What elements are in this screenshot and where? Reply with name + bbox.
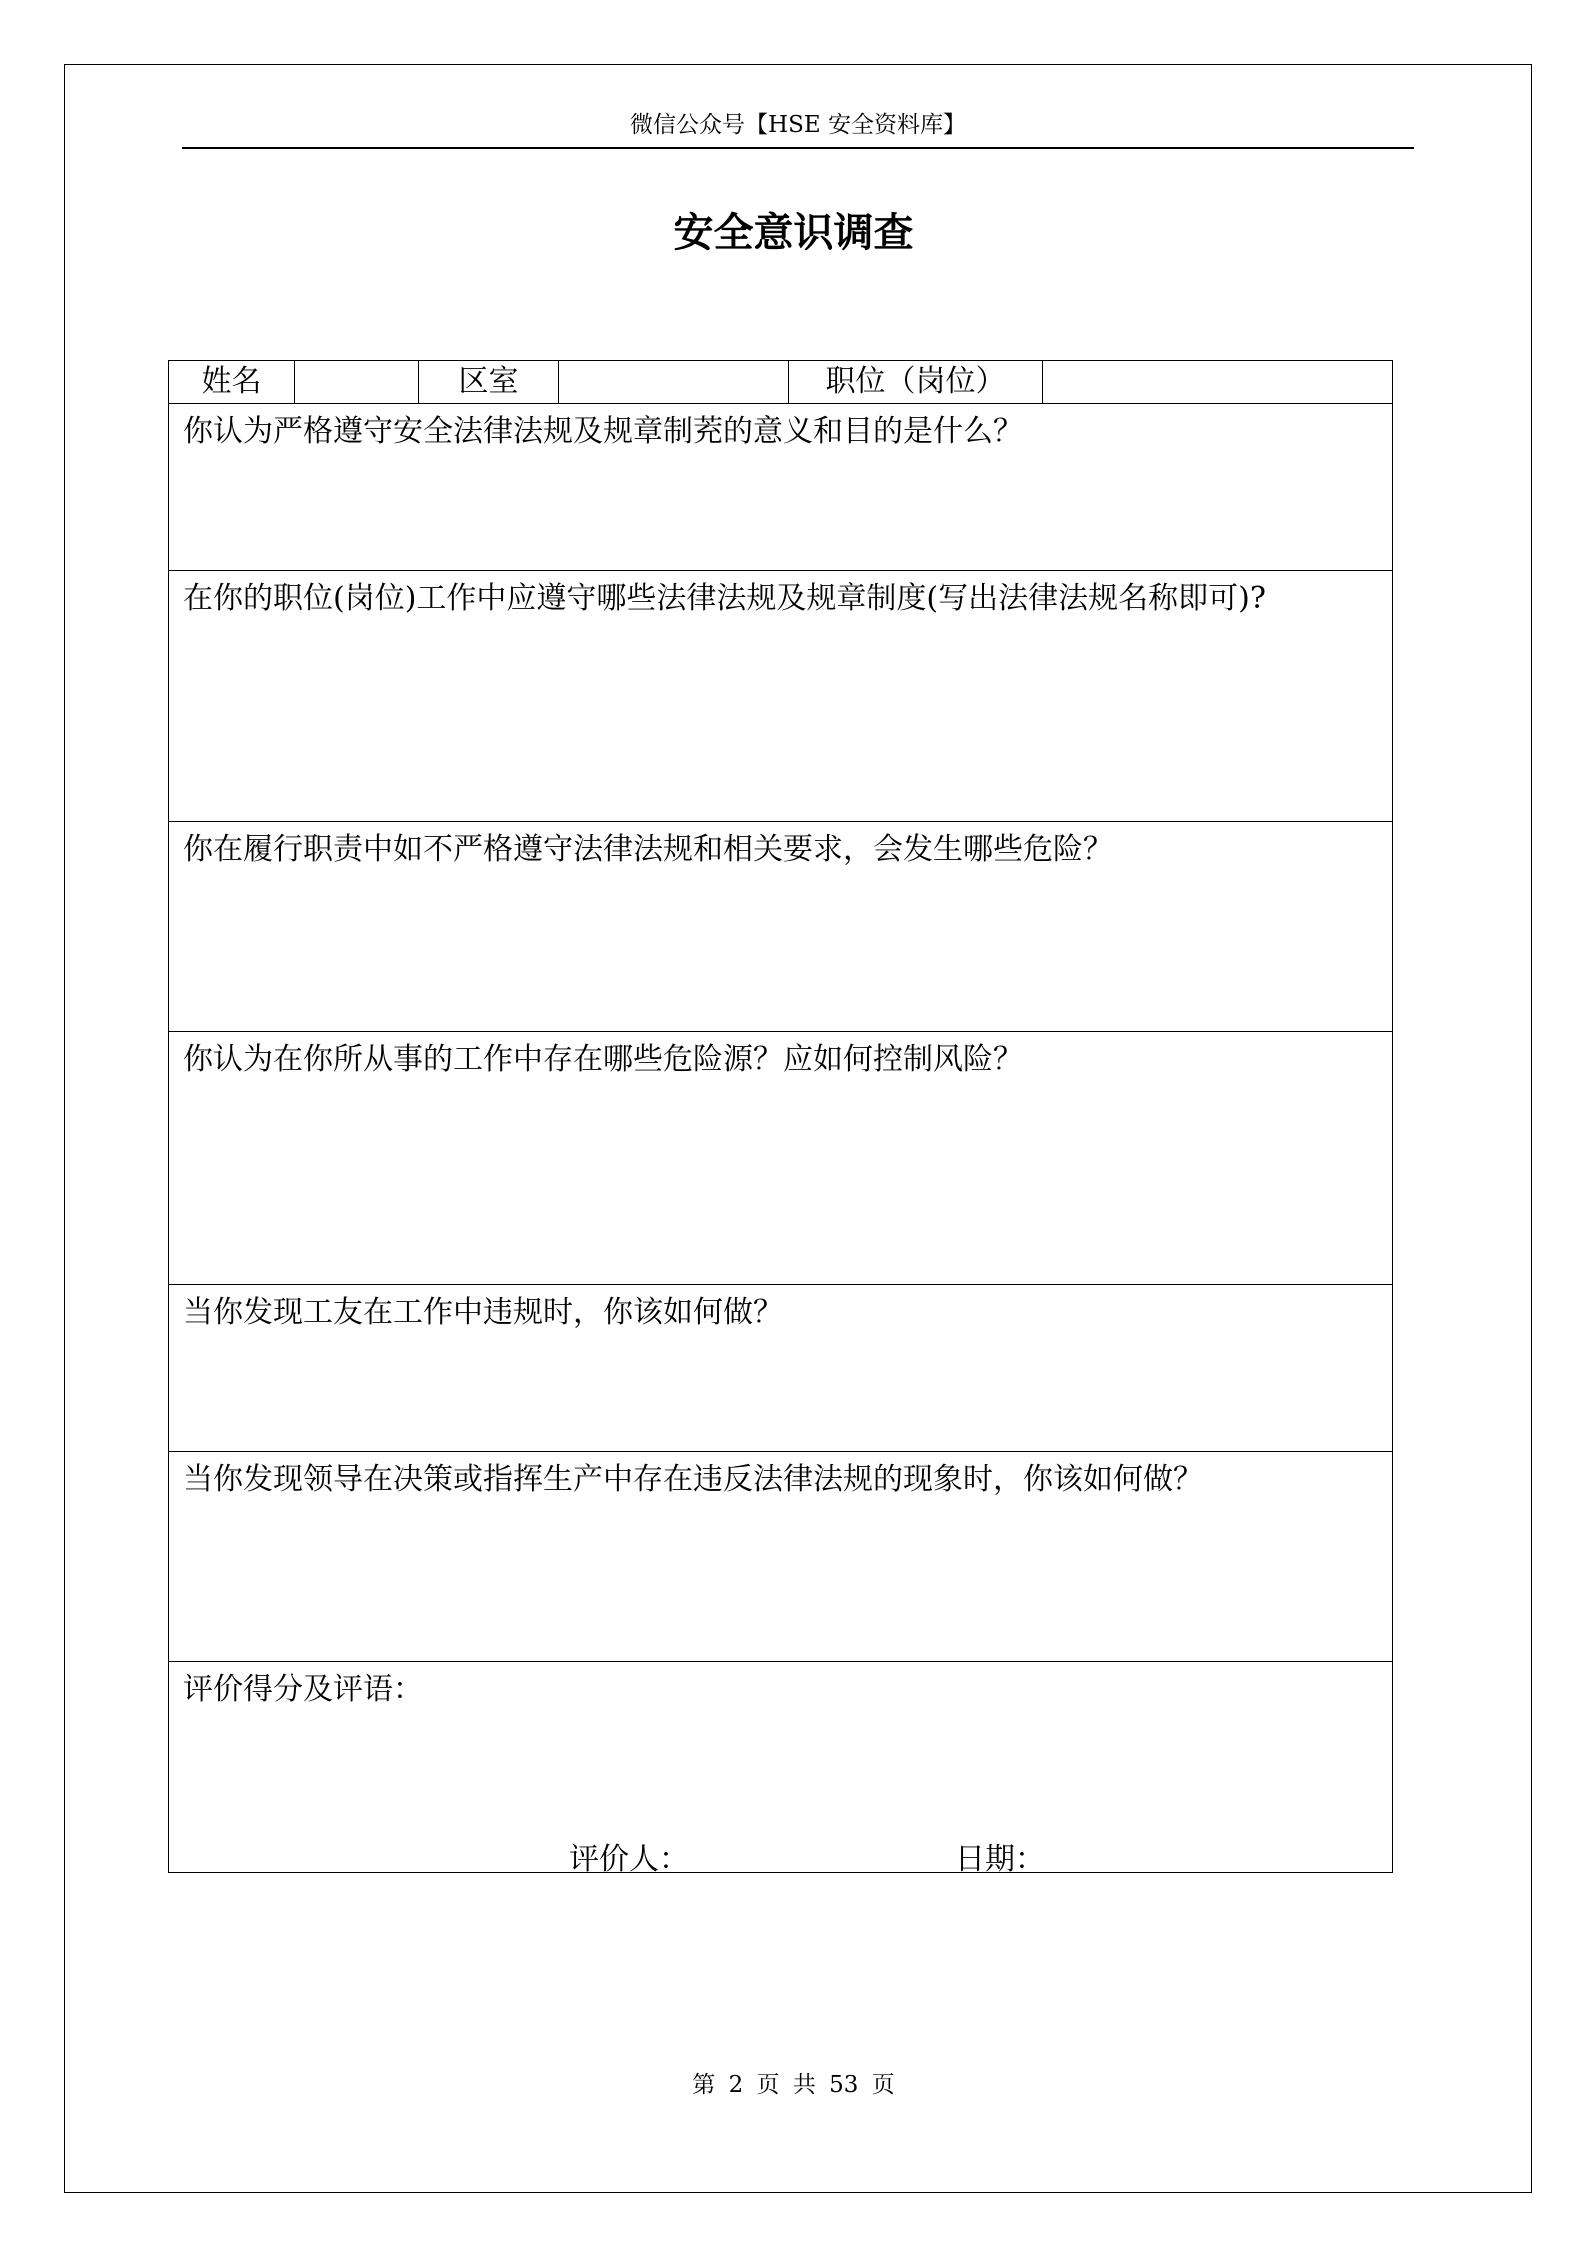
question-row — [169, 1285, 1393, 1452]
question-row — [169, 822, 1393, 1032]
question-row — [169, 1452, 1393, 1662]
question-cell[interactable] — [169, 1285, 1393, 1452]
question-text: 当你发现工友在工作中违规时，你该如何做？ — [183, 1295, 783, 1330]
evaluation-row — [169, 1662, 1393, 1873]
question-cell[interactable] — [169, 571, 1393, 822]
question-row — [169, 404, 1393, 571]
header-divider — [182, 147, 1414, 149]
question-cell[interactable] — [169, 822, 1393, 1032]
question-text: 你认为严格遵守安全法律法规及规章制茺的意义和目的是什么？ — [183, 414, 1023, 449]
signature-line — [569, 1840, 1045, 1880]
document-title: 安全意识调查 — [673, 209, 914, 256]
question-row — [169, 1032, 1393, 1285]
dept-field[interactable] — [559, 361, 789, 404]
header-source: 微信公众号【HSE 安全资料库】 — [630, 112, 966, 138]
question-cell[interactable] — [169, 404, 1393, 571]
question-cell[interactable] — [169, 1032, 1393, 1285]
name-field[interactable] — [295, 361, 419, 404]
date-label: 日期： — [955, 1842, 1045, 1877]
page-number: 第 2 页 共 53 页 — [692, 2072, 895, 2098]
question-text: 在你的职位(岗位)工作中应遵守哪些法律法规及规章制度(写出法律法规名称即可)? — [183, 581, 1266, 616]
evaluator-label: 评价人： — [569, 1842, 689, 1877]
survey-table — [168, 360, 1393, 1877]
question-cell[interactable] — [169, 1452, 1393, 1662]
info-row — [169, 361, 1393, 404]
position-field[interactable] — [1043, 361, 1393, 404]
position-label: 职位（岗位） — [789, 361, 1043, 404]
evaluation-cell[interactable] — [169, 1662, 1393, 1877]
evaluation-label: 评价得分及评语： — [183, 1672, 423, 1707]
question-row — [169, 571, 1393, 822]
question-text: 你在履行职责中如不严格遵守法律法规和相关要求，会发生哪些危险？ — [183, 832, 1113, 867]
question-text: 你认为在你所从事的工作中存在哪些危险源？应如何控制风险？ — [183, 1042, 1023, 1077]
question-text: 当你发现领导在决策或指挥生产中存在违反法律法规的现象时，你该如何做？ — [183, 1462, 1203, 1497]
dept-label: 区室 — [419, 361, 559, 404]
name-label: 姓名 — [169, 361, 295, 404]
